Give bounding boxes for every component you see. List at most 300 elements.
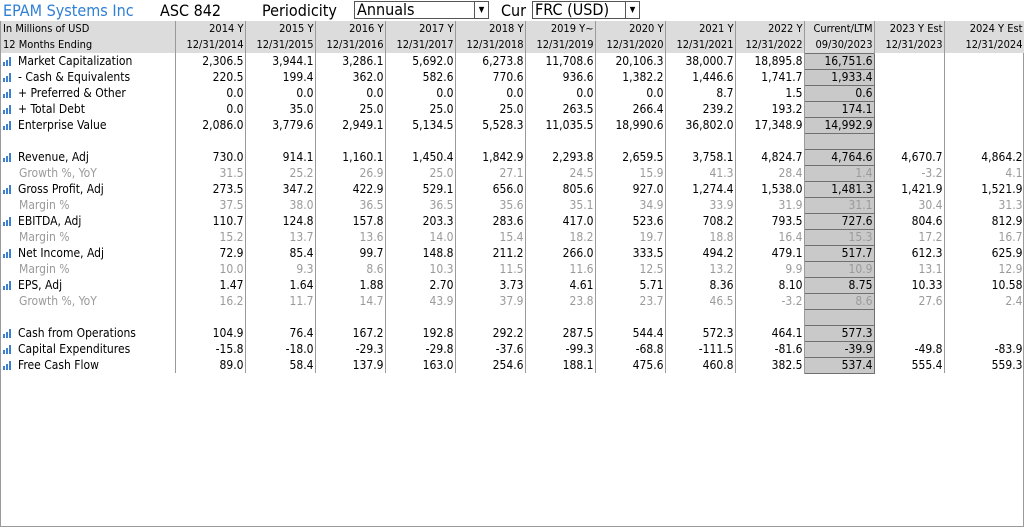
table-row[interactable]: [1, 69, 1024, 85]
row-label: + Total Debt: [18, 101, 85, 116]
value-cell: -15.8: [175, 341, 245, 357]
value-cell: 46.5: [665, 293, 735, 309]
column-year[interactable]: 2017 Y: [385, 21, 455, 37]
value-cell: 0.0: [315, 85, 385, 101]
value-cell: 460.8: [665, 357, 735, 373]
chart-icon[interactable]: [3, 153, 13, 162]
value-cell: 2,306.5: [175, 53, 245, 69]
column-date: 12/31/2021: [665, 37, 735, 53]
table-row[interactable]: [1, 165, 1024, 181]
value-cell: 104.9: [175, 325, 245, 341]
chart-icon[interactable]: [3, 345, 13, 354]
value-cell: 572.3: [665, 325, 735, 341]
value-cell: 157.8: [315, 213, 385, 229]
table-row[interactable]: [1, 229, 1024, 245]
row-label-cell[interactable]: [1, 277, 175, 293]
value-cell: 1,421.9: [874, 181, 944, 197]
value-cell: 10.58: [944, 277, 1024, 293]
value-cell: 14.0: [385, 229, 455, 245]
value-cell: 4,670.7: [874, 149, 944, 165]
value-cell: [944, 85, 1024, 101]
table-row[interactable]: [1, 245, 1024, 261]
value-cell: 523.6: [595, 213, 665, 229]
value-cell: 8.10: [735, 277, 804, 293]
currency-dropdown[interactable]: [532, 1, 640, 19]
value-cell: 37.5: [175, 197, 245, 213]
spacer-row: [1, 133, 1024, 149]
value-cell: 0.0: [245, 85, 315, 101]
value-cell: 283.6: [455, 213, 525, 229]
periodicity-dropdown[interactable]: [354, 1, 489, 19]
column-date: 12/31/2015: [245, 37, 315, 53]
value-cell: 34.9: [595, 197, 665, 213]
spacer-row: [1, 309, 1024, 325]
value-cell: 273.5: [175, 181, 245, 197]
column-year[interactable]: 2022 Y: [735, 21, 804, 37]
value-cell: 5.71: [595, 277, 665, 293]
value-cell: -49.8: [874, 341, 944, 357]
value-cell: 38.0: [245, 197, 315, 213]
row-label: Margin %: [19, 261, 70, 276]
row-label-cell[interactable]: [1, 69, 175, 85]
row-label-cell[interactable]: [1, 165, 175, 181]
value-cell: 35.1: [525, 197, 595, 213]
table-row[interactable]: [1, 357, 1024, 373]
value-cell: 199.4: [245, 69, 315, 85]
table-row[interactable]: [1, 197, 1024, 213]
spacer-cell: [735, 309, 804, 325]
table-row[interactable]: [1, 53, 1024, 69]
chevron-down-icon[interactable]: ▼: [474, 2, 488, 18]
value-cell: 16,751.6: [804, 53, 874, 69]
value-cell: 15.4: [455, 229, 525, 245]
row-label-cell[interactable]: [1, 357, 175, 373]
value-cell: 25.0: [455, 101, 525, 117]
value-cell: 12.9: [944, 261, 1024, 277]
value-cell: -81.6: [735, 341, 804, 357]
spacer-cell: [804, 309, 874, 325]
row-label-cell[interactable]: [1, 101, 175, 117]
value-cell: 16.4: [735, 229, 804, 245]
value-cell: 2.70: [385, 277, 455, 293]
value-cell: 582.6: [385, 69, 455, 85]
value-cell: 3,779.6: [245, 117, 315, 133]
column-date: 12/31/2022: [735, 37, 804, 53]
table-row[interactable]: [1, 261, 1024, 277]
value-cell: -68.8: [595, 341, 665, 357]
value-cell: 16.2: [175, 293, 245, 309]
value-cell: 25.2: [245, 165, 315, 181]
spacer-cell: [455, 309, 525, 325]
value-cell: 793.5: [735, 213, 804, 229]
value-cell: 27.6: [874, 293, 944, 309]
chart-icon[interactable]: [3, 217, 13, 226]
row-label-cell[interactable]: [1, 149, 175, 165]
value-cell: 11,035.5: [525, 117, 595, 133]
value-cell: 36,802.0: [665, 117, 735, 133]
table-row[interactable]: [1, 325, 1024, 341]
value-cell: 203.3: [385, 213, 455, 229]
spacer-cell: [944, 133, 1024, 149]
value-cell: 0.0: [385, 85, 455, 101]
value-cell: 11,708.6: [525, 53, 595, 69]
value-cell: 8.36: [665, 277, 735, 293]
value-cell: 13.1: [874, 261, 944, 277]
spacer-cell: [315, 309, 385, 325]
table-row[interactable]: [1, 101, 1024, 117]
column-date: 12/31/2016: [315, 37, 385, 53]
value-cell: 35.6: [455, 197, 525, 213]
row-label: Growth %, YoY: [19, 293, 97, 308]
financial-table: [0, 21, 1024, 527]
value-cell: 18,990.6: [595, 117, 665, 133]
value-cell: -37.6: [455, 341, 525, 357]
value-cell: 2,659.5: [595, 149, 665, 165]
table-row[interactable]: [1, 213, 1024, 229]
column-year[interactable]: 2021 Y: [665, 21, 735, 37]
row-label-cell[interactable]: [1, 181, 175, 197]
chart-icon[interactable]: [3, 105, 13, 114]
value-cell: 529.1: [385, 181, 455, 197]
value-cell: -29.8: [385, 341, 455, 357]
row-label-cell[interactable]: [1, 245, 175, 261]
value-cell: 656.0: [455, 181, 525, 197]
value-cell: 89.0: [175, 357, 245, 373]
row-label: Cash from Operations: [18, 325, 136, 340]
value-cell: 422.9: [315, 181, 385, 197]
value-cell: 3,944.1: [245, 53, 315, 69]
row-label-cell[interactable]: [1, 85, 175, 101]
value-cell: 1,382.2: [595, 69, 665, 85]
value-cell: [944, 325, 1024, 341]
value-cell: 4.1: [944, 165, 1024, 181]
value-cell: 1.5: [735, 85, 804, 101]
value-cell: 85.4: [245, 245, 315, 261]
header-row-dates: [1, 37, 1024, 53]
value-cell: 36.5: [315, 197, 385, 213]
column-year[interactable]: 2018 Y: [455, 21, 525, 37]
table-row[interactable]: [1, 293, 1024, 309]
value-cell: 5,692.0: [385, 53, 455, 69]
row-label-cell[interactable]: [1, 197, 175, 213]
value-cell: -29.3: [315, 341, 385, 357]
value-cell: 464.1: [735, 325, 804, 341]
chart-icon[interactable]: [3, 57, 13, 66]
value-cell: 5,134.5: [385, 117, 455, 133]
value-cell: 0.6: [804, 85, 874, 101]
row-label-cell[interactable]: [1, 293, 175, 309]
value-cell: 124.8: [245, 213, 315, 229]
value-cell: 31.3: [944, 197, 1024, 213]
chevron-down-icon[interactable]: ▼: [625, 2, 639, 18]
value-cell: 8.75: [804, 277, 874, 293]
chart-icon[interactable]: [3, 329, 13, 338]
value-cell: 72.9: [175, 245, 245, 261]
value-cell: 1.4: [804, 165, 874, 181]
value-cell: 1,274.4: [665, 181, 735, 197]
spacer-cell: [525, 309, 595, 325]
spacer-cell: [874, 133, 944, 149]
chart-icon[interactable]: [3, 249, 13, 258]
row-label: Capital Expenditures: [18, 341, 131, 356]
spacer-cell: [455, 133, 525, 149]
value-cell: [944, 69, 1024, 85]
value-cell: 804.6: [874, 213, 944, 229]
value-cell: 287.5: [525, 325, 595, 341]
value-cell: 10.3: [385, 261, 455, 277]
row-label-cell[interactable]: [1, 325, 175, 341]
spacer-cell: [175, 133, 245, 149]
value-cell: 2,293.8: [525, 149, 595, 165]
value-cell: -3.2: [735, 293, 804, 309]
spacer-cell: [944, 309, 1024, 325]
value-cell: 24.5: [525, 165, 595, 181]
value-cell: 914.1: [245, 149, 315, 165]
row-label-cell[interactable]: [1, 229, 175, 245]
value-cell: 266.4: [595, 101, 665, 117]
value-cell: 1,521.9: [944, 181, 1024, 197]
value-cell: 0.0: [175, 85, 245, 101]
value-cell: 577.3: [804, 325, 874, 341]
value-cell: 188.1: [525, 357, 595, 373]
value-cell: 333.5: [595, 245, 665, 261]
chart-icon[interactable]: [3, 361, 13, 370]
value-cell: 1,450.4: [385, 149, 455, 165]
row-label-cell[interactable]: [1, 213, 175, 229]
column-year[interactable]: 2019 Y~: [525, 21, 595, 37]
row-label: Gross Profit, Adj: [18, 181, 104, 196]
value-cell: 1,933.4: [804, 69, 874, 85]
row-label: EPS, Adj: [18, 277, 63, 292]
value-cell: 148.8: [385, 245, 455, 261]
value-cell: 494.2: [665, 245, 735, 261]
value-cell: 18,895.8: [735, 53, 804, 69]
value-cell: 1.64: [245, 277, 315, 293]
periodicity-label: Periodicity: [262, 1, 337, 20]
spacer-cell: [175, 309, 245, 325]
row-label: Enterprise Value: [18, 117, 107, 132]
row-label: Free Cash Flow: [18, 357, 99, 372]
value-cell: 174.1: [804, 101, 874, 117]
value-cell: 8.6: [315, 261, 385, 277]
value-cell: 25.0: [385, 165, 455, 181]
chart-icon[interactable]: [3, 185, 13, 194]
value-cell: 1.47: [175, 277, 245, 293]
table-row[interactable]: [1, 117, 1024, 133]
chart-icon[interactable]: [3, 73, 13, 82]
value-cell: 10.0: [175, 261, 245, 277]
value-cell: 812.9: [944, 213, 1024, 229]
value-cell: 10.33: [874, 277, 944, 293]
value-cell: 1,842.9: [455, 149, 525, 165]
value-cell: 18.2: [525, 229, 595, 245]
table-row[interactable]: [1, 181, 1024, 197]
value-cell: 239.2: [665, 101, 735, 117]
value-cell: 479.1: [735, 245, 804, 261]
value-cell: 211.2: [455, 245, 525, 261]
row-label-cell[interactable]: [1, 53, 175, 69]
value-cell: 193.2: [735, 101, 804, 117]
chart-icon[interactable]: [3, 89, 13, 98]
value-cell: -99.3: [525, 341, 595, 357]
value-cell: 8.6: [804, 293, 874, 309]
value-cell: 15.2: [175, 229, 245, 245]
value-cell: -18.0: [245, 341, 315, 357]
row-label: Net Income, Adj: [18, 245, 104, 260]
chart-icon[interactable]: [3, 281, 13, 290]
value-cell: 362.0: [315, 69, 385, 85]
value-cell: 192.8: [385, 325, 455, 341]
value-cell: 292.2: [455, 325, 525, 341]
value-cell: -3.2: [874, 165, 944, 181]
spacer-cell: [315, 133, 385, 149]
spacer-cell: [525, 133, 595, 149]
value-cell: 266.0: [525, 245, 595, 261]
value-cell: 43.9: [385, 293, 455, 309]
value-cell: 382.5: [735, 357, 804, 373]
period-label: 12 Months Ending: [1, 37, 175, 53]
value-cell: [874, 101, 944, 117]
column-date: 12/31/2018: [455, 37, 525, 53]
column-year[interactable]: 2023 Y Est: [874, 21, 944, 37]
value-cell: 27.1: [455, 165, 525, 181]
table-row[interactable]: [1, 85, 1024, 101]
currency-label: Cur: [501, 1, 527, 20]
value-cell: 730.0: [175, 149, 245, 165]
column-year[interactable]: Current/LTM: [804, 21, 874, 37]
value-cell: 23.8: [525, 293, 595, 309]
value-cell: 18.8: [665, 229, 735, 245]
value-cell: 13.2: [665, 261, 735, 277]
value-cell: 4,764.6: [804, 149, 874, 165]
table-row[interactable]: [1, 149, 1024, 165]
value-cell: 25.0: [315, 101, 385, 117]
value-cell: 475.6: [595, 357, 665, 373]
value-cell: [874, 69, 944, 85]
value-cell: 537.4: [804, 357, 874, 373]
value-cell: 3,286.1: [315, 53, 385, 69]
column-date: 12/31/2019: [525, 37, 595, 53]
column-date: 12/31/2024: [944, 37, 1024, 53]
value-cell: 14,992.9: [804, 117, 874, 133]
toolbar: [0, 0, 1024, 21]
row-label: EBITDA, Adj: [18, 213, 82, 228]
value-cell: 167.2: [315, 325, 385, 341]
spacer-cell: [804, 133, 874, 149]
value-cell: 0.0: [175, 101, 245, 117]
spacer-cell: [874, 309, 944, 325]
value-cell: 76.4: [245, 325, 315, 341]
value-cell: 263.5: [525, 101, 595, 117]
row-label: - Cash & Equivalents: [18, 69, 131, 84]
spacer-cell: [385, 309, 455, 325]
value-cell: 9.9: [735, 261, 804, 277]
value-cell: 10.9: [804, 261, 874, 277]
column-date: 12/31/2014: [175, 37, 245, 53]
value-cell: 3,758.1: [665, 149, 735, 165]
value-cell: 4,824.7: [735, 149, 804, 165]
value-cell: 33.9: [665, 197, 735, 213]
value-cell: -83.9: [944, 341, 1024, 357]
value-cell: 1,160.1: [315, 149, 385, 165]
value-cell: 31.5: [175, 165, 245, 181]
value-cell: 0.0: [455, 85, 525, 101]
column-year[interactable]: 2020 Y: [595, 21, 665, 37]
column-year[interactable]: 2015 Y: [245, 21, 315, 37]
value-cell: 0.0: [525, 85, 595, 101]
value-cell: 4,864.2: [944, 149, 1024, 165]
value-cell: [944, 117, 1024, 133]
column-year[interactable]: 2024 Y Est: [944, 21, 1024, 37]
value-cell: 6,273.8: [455, 53, 525, 69]
value-cell: 1,741.7: [735, 69, 804, 85]
value-cell: [944, 101, 1024, 117]
value-cell: 15.9: [595, 165, 665, 181]
value-cell: 137.9: [315, 357, 385, 373]
value-cell: 3.73: [455, 277, 525, 293]
value-cell: 544.4: [595, 325, 665, 341]
currency-value: FRC (USD): [535, 0, 610, 19]
value-cell: -39.9: [804, 341, 874, 357]
column-year[interactable]: 2014 Y: [175, 21, 245, 37]
chart-icon[interactable]: [3, 121, 13, 130]
row-label: Margin %: [19, 197, 70, 212]
value-cell: 2.4: [944, 293, 1024, 309]
column-year[interactable]: 2016 Y: [315, 21, 385, 37]
value-cell: 17.2: [874, 229, 944, 245]
value-cell: 36.5: [385, 197, 455, 213]
units-label: In Millions of USD: [1, 21, 175, 37]
table-row[interactable]: [1, 277, 1024, 293]
value-cell: 17,348.9: [735, 117, 804, 133]
row-label-cell[interactable]: [1, 117, 175, 133]
value-cell: 20,106.3: [595, 53, 665, 69]
table-row[interactable]: [1, 341, 1024, 357]
value-cell: 708.2: [665, 213, 735, 229]
value-cell: 220.5: [175, 69, 245, 85]
value-cell: 31.9: [735, 197, 804, 213]
value-cell: 612.3: [874, 245, 944, 261]
spacer-cell: [245, 309, 315, 325]
value-cell: 2,949.1: [315, 117, 385, 133]
spacer-cell: [595, 133, 665, 149]
value-cell: 163.0: [385, 357, 455, 373]
value-cell: 625.9: [944, 245, 1024, 261]
company-name[interactable]: EPAM Systems Inc: [3, 1, 134, 20]
spacer-cell: [245, 133, 315, 149]
value-cell: 417.0: [525, 213, 595, 229]
value-cell: 11.7: [245, 293, 315, 309]
spacer-cell: [665, 133, 735, 149]
spacer-cell: [665, 309, 735, 325]
row-label: Margin %: [19, 229, 70, 244]
value-cell: 555.4: [874, 357, 944, 373]
value-cell: 25.0: [385, 101, 455, 117]
value-cell: 11.6: [525, 261, 595, 277]
value-cell: 16.7: [944, 229, 1024, 245]
row-label-cell[interactable]: [1, 341, 175, 357]
value-cell: 31.1: [804, 197, 874, 213]
row-label-cell[interactable]: [1, 261, 175, 277]
value-cell: 38,000.7: [665, 53, 735, 69]
spacer-cell: [385, 133, 455, 149]
spacer-cell: [1, 133, 175, 149]
value-cell: 517.7: [804, 245, 874, 261]
row-label: + Preferred & Other: [18, 85, 126, 100]
row-label: Growth %, YoY: [19, 165, 97, 180]
value-cell: 23.7: [595, 293, 665, 309]
value-cell: 559.3: [944, 357, 1024, 373]
